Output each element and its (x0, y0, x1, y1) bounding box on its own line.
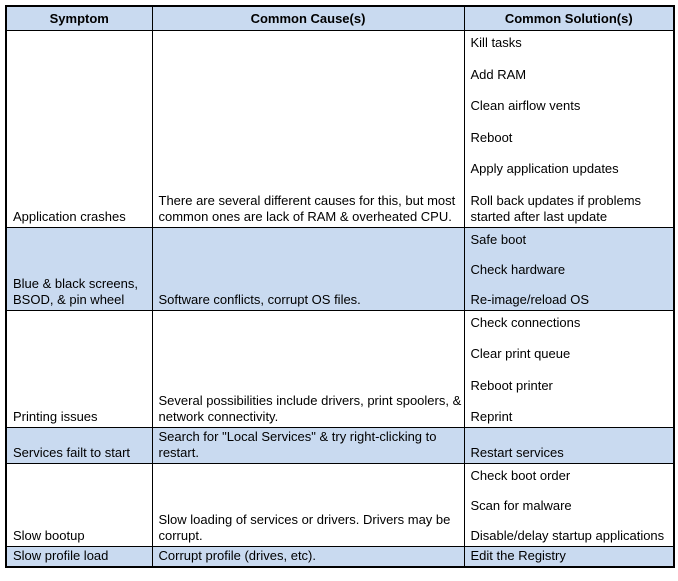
table-row (6, 311, 674, 428)
solution-cell (464, 228, 674, 311)
table-row (6, 428, 674, 464)
solution-cell (464, 31, 674, 228)
symptom-text: Printing issues (13, 409, 98, 424)
solution-item: Apply application updates (470, 161, 619, 177)
cause-text: Software conflicts, corrupt OS files. (158, 292, 361, 307)
solution-list (471, 464, 674, 546)
solution-list (471, 228, 674, 310)
solution-item: Disable/delay startup applications (470, 528, 665, 543)
solution-item: Check boot order (470, 468, 571, 483)
cause-cell (152, 547, 464, 568)
table-row (6, 228, 674, 311)
solution-item: Edit the Registry (470, 548, 566, 563)
header-solution: Common Solution(s) (464, 6, 674, 31)
solution-item: Check hardware (470, 262, 566, 277)
header-row (6, 6, 674, 31)
symptom-text: Application crashes (13, 209, 126, 224)
cause-text: Corrupt profile (drives, etc). (158, 548, 316, 563)
solution-item: Clean airflow vents (470, 98, 581, 114)
cause-text: Several possibilities include drivers, print spoolers, & network connectivity. (158, 393, 462, 424)
solution-list (471, 31, 674, 227)
troubleshooting-table (5, 5, 675, 568)
solution-item: Reboot (470, 129, 513, 145)
solution-list (471, 547, 674, 566)
solution-cell (464, 464, 674, 547)
solution-item: Check connections (470, 315, 581, 330)
solution-list (471, 428, 674, 463)
cause-cell (152, 31, 464, 228)
solution-item: Reboot printer (470, 377, 553, 393)
cause-cell (152, 464, 464, 547)
solution-item: Safe boot (470, 232, 527, 247)
symptom-text: Services failt to start (13, 445, 131, 460)
solution-cell (464, 428, 674, 464)
cause-text: There are several different causes for this, but most common ones are lack of RAM & overheated CPU. (158, 193, 456, 224)
solution-item: Re-image/reload OS (470, 292, 589, 307)
table-row (6, 547, 674, 568)
cause-text: Search for "Local Services" & try right-clicking to restart. (158, 429, 437, 460)
solution-item: Reprint (470, 408, 513, 424)
symptom-cell (6, 228, 152, 311)
solution-item: Scan for malware (470, 498, 572, 513)
solution-item: Clear print queue (470, 346, 571, 362)
solution-cell (464, 311, 674, 428)
solution-item: Roll back updates if problems started after last update (470, 192, 642, 224)
symptom-cell (6, 311, 152, 428)
symptom-cell (6, 464, 152, 547)
solution-item: Restart services (470, 445, 564, 460)
cause-text: Slow loading of services or drivers. Drivers may be corrupt. (158, 512, 451, 543)
table-row (6, 464, 674, 547)
solution-item: Add RAM (470, 66, 527, 82)
solution-cell (464, 547, 674, 568)
solution-item: Kill tasks (470, 35, 522, 50)
table-row (6, 31, 674, 228)
symptom-cell (6, 428, 152, 464)
cause-cell (152, 311, 464, 428)
symptom-text: Slow bootup (13, 528, 85, 543)
header-cause: Common Cause(s) (152, 6, 464, 31)
cause-cell (152, 228, 464, 311)
header-symptom: Symptom (6, 6, 152, 31)
solution-list (471, 311, 674, 427)
symptom-text: Slow profile load (13, 548, 109, 563)
symptom-cell (6, 547, 152, 568)
symptom-cell (6, 31, 152, 228)
symptom-text: Blue & black screens, BSOD, & pin wheel (13, 276, 139, 307)
cause-cell (152, 428, 464, 464)
